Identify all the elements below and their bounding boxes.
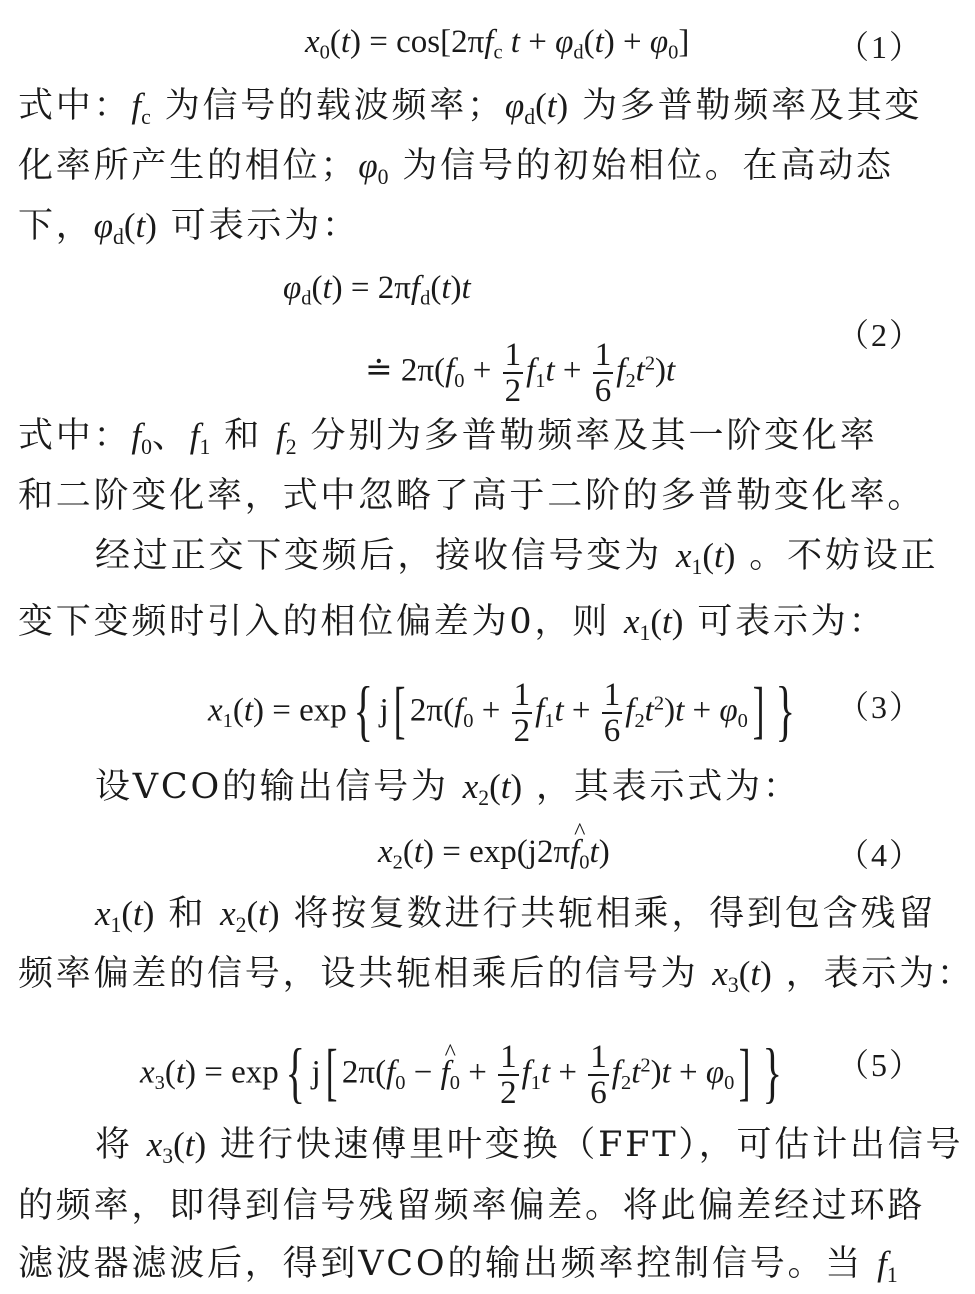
text-segment: 变下变频时引入的相位偏差为0，则 [18,602,624,642]
text-segment: 式中： [18,416,132,456]
text-segment: 经过正交下变频后，接收信号变为 [95,536,676,576]
text-segment: ，其表示式为： [522,767,801,807]
equation-1-number: （1） [836,29,923,65]
text-segment: 、 [151,416,190,456]
text-segment: 频率偏差的信号，设共轭相乘后的信号为 [18,954,713,994]
text-segment: 可表示为： [683,602,887,642]
text-segment: 为多普勒频率及其变 [568,86,923,126]
paragraph-line: 式中：$f_0$、$f_1$ 和 $f_2$ 分别为多普勒频率及其一阶变化率 [18,416,878,459]
text-segment: 和二阶变化率，式中忽略了高于二阶的多普勒变化率。 [18,476,926,516]
paragraph-line: $x_1(t)$ 和 $x_2(t)$ 将按复数进行共轭相乘，得到包含残留 [95,894,937,937]
text-segment: 设VCO的输出信号为 [95,767,463,807]
text-segment: 分别为多普勒频率及其一阶变化率 [296,416,878,456]
text-segment: 可表示为： [156,206,360,246]
paragraph-line: 式中：$f_c$ 为信号的载波频率；$\varphi_d(t)$ 为多普勒频率及其变 [18,86,923,129]
text-segment: 。不妨设正 [735,536,939,576]
equation-4-number: （4） [836,837,923,873]
text-segment: 滤波器滤波后，得到VCO的输出频率控制信号。当 [18,1244,878,1284]
equation-2-line-2: ≐ $2\pi(f_0$ + $\frac{1}{2}$ $f_1t$ + $\frac{1}{6}$ $f_2t^2)t$ [365,337,676,409]
text-segment: 将 [95,1125,147,1165]
paragraph-line: 变下变频时引入的相位偏差为0，则 $x_1(t)$ 可表示为： [18,602,887,645]
equation-5: $x_3(t) = \exp${ j[ $2\pi(f_0$ − ^ $f_0$ + $\frac{1}{2}$ $f_1t$ + $\frac{1}{6}$ $f_2t^2)t + \varphi_0$] } [140,1040,788,1110]
text-segment: 和 [210,416,277,456]
equation-2-line-1: $\varphi_d(t) = 2\pi f_d(t)t$ [283,270,471,310]
text-segment: ，表示为： [771,954,975,994]
text-segment: 和 [154,894,221,934]
paragraph-line: 频率偏差的信号，设共轭相乘后的信号为 $x_3(t)$ ，表示为： [18,954,975,997]
text-segment: 的频率，即得到信号残留频率偏差。将此偏差经过环路 [18,1186,926,1226]
equation-2-number: （2） [836,317,923,353]
paragraph-line: 化率所产生的相位；$\varphi_0$ 为信号的初始相位。在高动态 [18,146,894,189]
equation-3: $x_1(t) = \exp${ j[ $2\pi(f_0$ + $\frac{1}{2}$ $f_1t$ + $\frac{1}{6}$ $f_2t^2)t + \varphi_0$] } [208,671,796,749]
equation-4: $x_2(t)$ = exp(j2π^ $f_0t$) [378,832,610,872]
text-segment: 为信号的初始相位。在高动态 [388,146,894,186]
paragraph-line: 将 $x_3(t)$ 进行快速傅里叶变换（FFT），可估计出信号 [95,1125,964,1168]
equation-1-row [0,22,949,66]
paragraph-line [18,1176,933,1236]
equation-1: $x_0(t) = \cos[2\pi f_c$ $t + \varphi_d(t) + \varphi_0$] [305,24,690,64]
paragraph-line [18,466,933,526]
text-segment: 进行快速傅里叶变换（FFT），可估计出信号 [206,1125,964,1165]
equation-3-number: （3） [836,689,923,725]
text-segment: 式中： [18,86,132,126]
text-segment: 将按复数进行共轭相乘，得到包含残留 [279,894,937,934]
paragraph-line: 设VCO的输出信号为 $x_2(t)$ ，其表示式为： [95,767,801,810]
paragraph-line: 经过正交下变频后，接收信号变为 $x_1(t)$ 。不妨设正 [95,536,939,579]
paragraph-line: 滤波器滤波后，得到VCO的输出频率控制信号。当 $f_1$ [18,1244,898,1287]
text-segment: 下， [18,206,94,246]
equation-5-number: （5） [836,1047,923,1083]
text-segment: 化率所产生的相位； [18,146,359,186]
paragraph-line: 下，$\varphi_d(t)$ 可表示为： [18,206,360,249]
text-segment: 为信号的载波频率； [150,86,505,126]
